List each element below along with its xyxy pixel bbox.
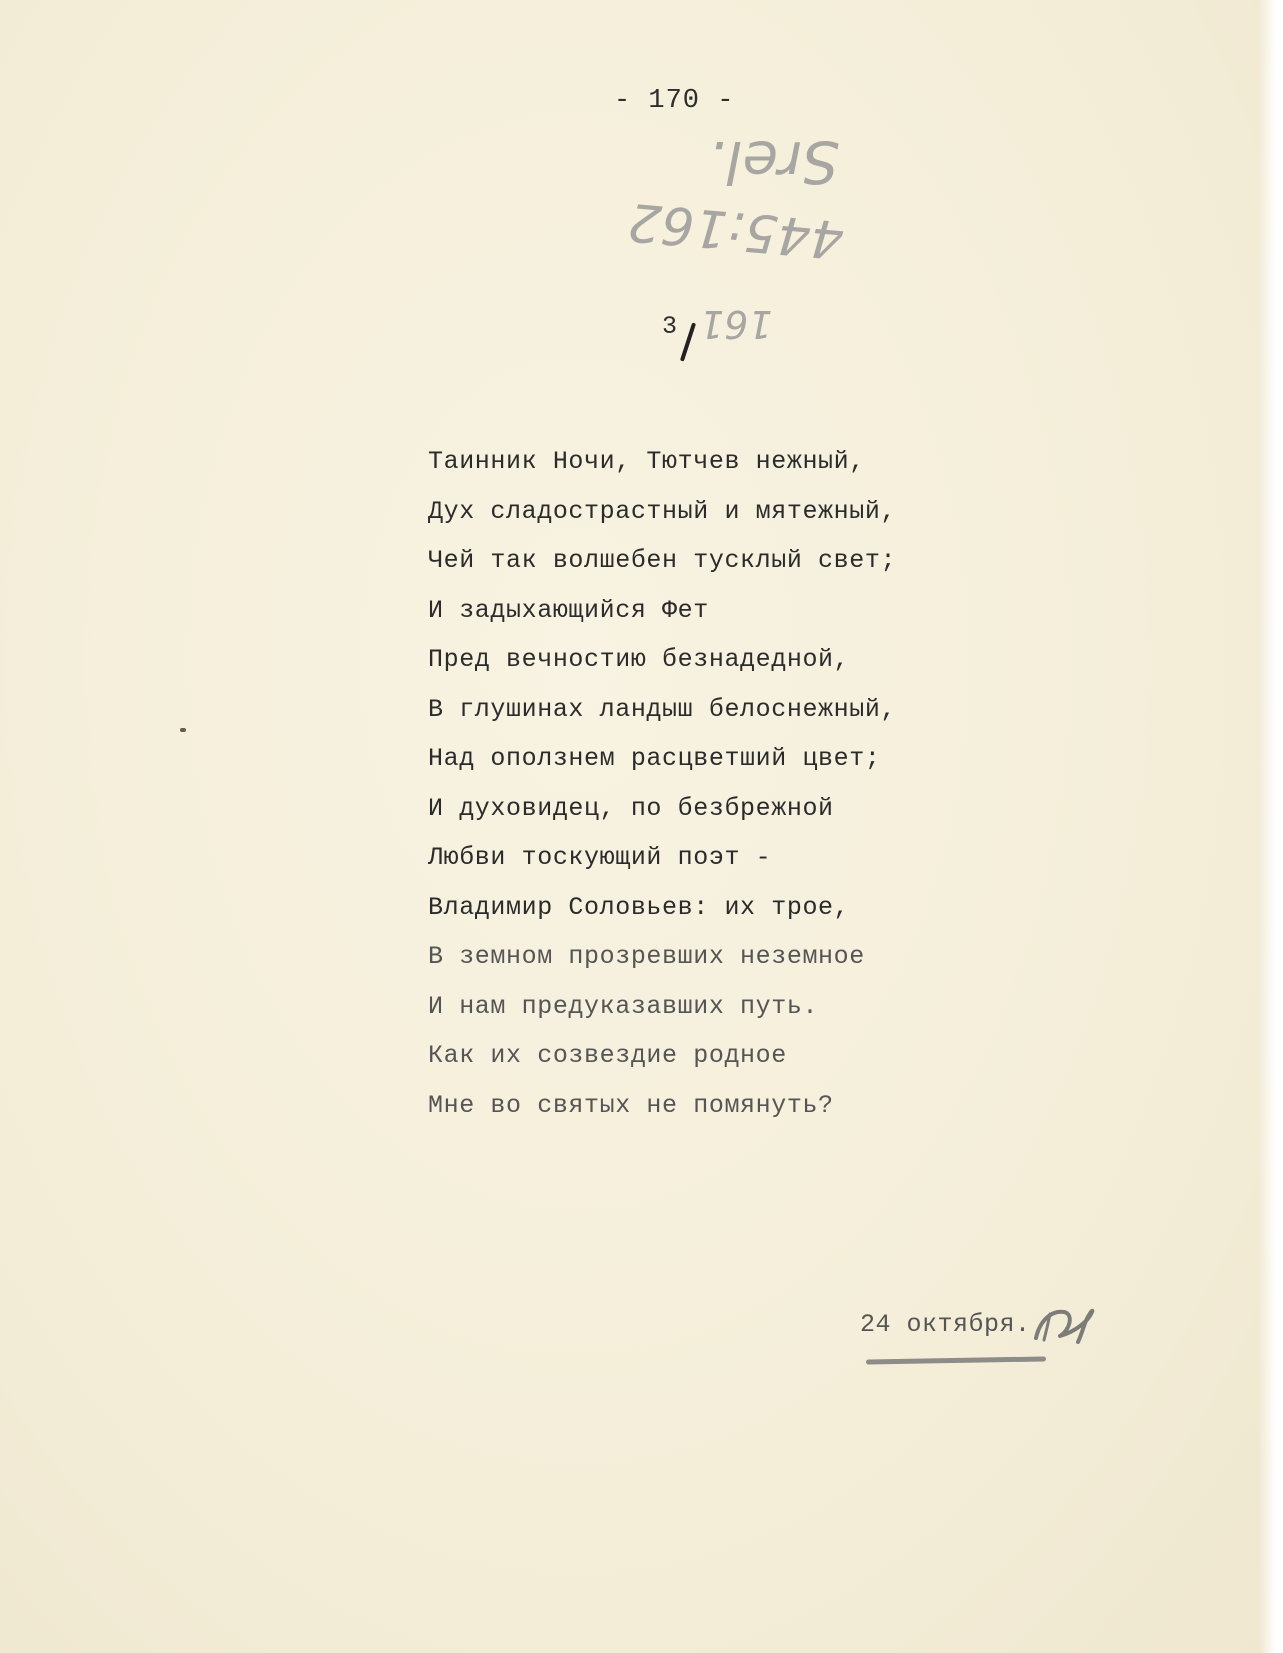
pencil-note: 445:162 bbox=[625, 190, 847, 270]
ink-slash-mark bbox=[680, 322, 696, 361]
poem-line: Таинник Ночи, Тютчев нежный, bbox=[428, 447, 865, 476]
page-edge bbox=[1259, 0, 1283, 1653]
section-number: 3 bbox=[662, 312, 678, 341]
pencil-note: Srel. bbox=[708, 128, 839, 196]
poem-line: В глушинах ландыш белоснежный, bbox=[428, 694, 897, 724]
poem-line: Пред вечностию безнадедной, bbox=[428, 645, 850, 674]
poem-line: И духовидец, по безбрежной bbox=[428, 793, 834, 823]
poem-line: Как их созвездие родное bbox=[428, 1041, 787, 1070]
poem-line: Чей так волшебен тусклый свет; bbox=[428, 546, 897, 575]
poem-line: Над оползнем расцветший цвет; bbox=[428, 744, 881, 773]
poem-line: Дух сладострастный и мятежный, bbox=[428, 496, 897, 526]
poem-body bbox=[428, 437, 896, 1130]
poem-line: Любви тоскующий поэт - bbox=[428, 843, 772, 872]
pencil-signature bbox=[1030, 1300, 1100, 1350]
paper-spot bbox=[180, 728, 186, 732]
poem-line: Мне во святых не помянуть? bbox=[428, 1090, 834, 1120]
poem-date: 24 октября. bbox=[860, 1310, 1031, 1339]
pencil-underline bbox=[866, 1356, 1046, 1364]
poem-line: В земном прозревших неземное bbox=[428, 942, 865, 971]
poem-line: Владимир Соловьев: их трое, bbox=[428, 892, 850, 922]
poem-line: И нам предуказавших путь. bbox=[428, 991, 819, 1021]
page-number: - 170 - bbox=[614, 86, 735, 116]
poem-line: И задыхающийся Фет bbox=[428, 595, 709, 625]
pencil-note: 161 bbox=[700, 302, 773, 346]
